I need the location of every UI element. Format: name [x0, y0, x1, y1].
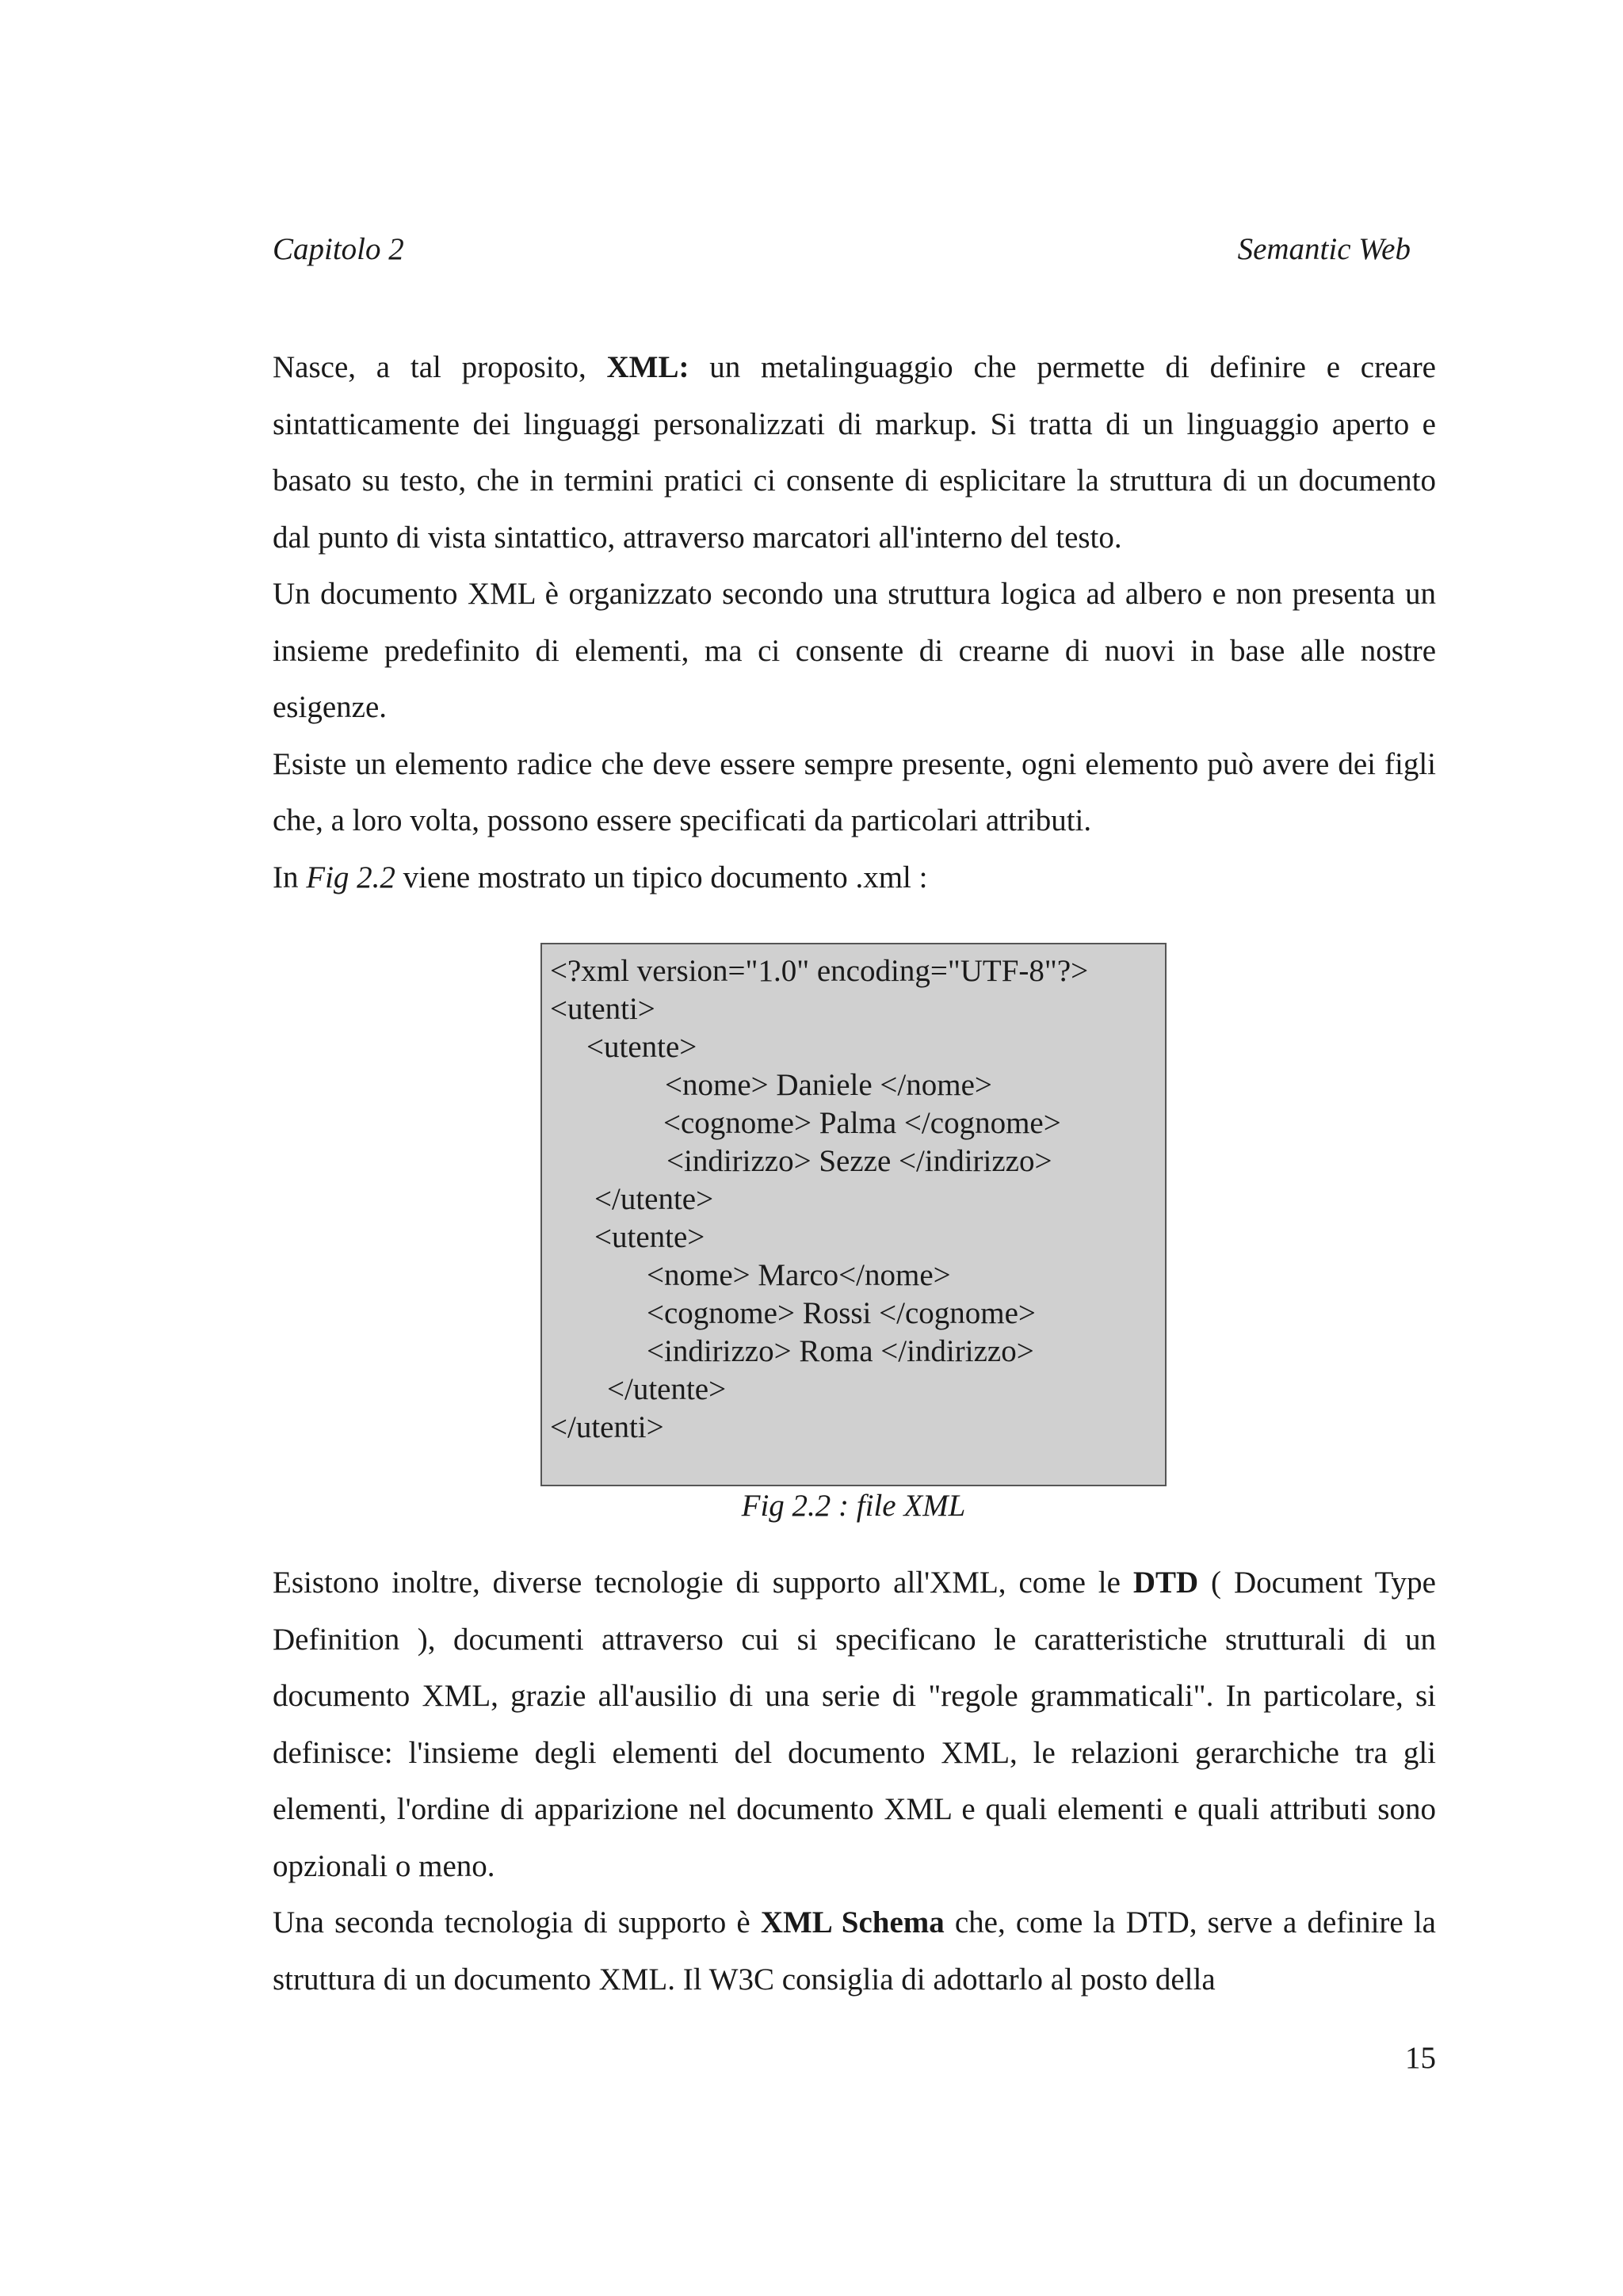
text-run: Una seconda tecnologia di supporto è [273, 1905, 761, 1939]
code-line: <utente> [586, 1030, 697, 1064]
code-line: </utente> [594, 1182, 714, 1216]
paragraph-xml-intro [273, 339, 1436, 566]
text-run: In [273, 860, 307, 894]
body-text-bottom [273, 1554, 1436, 2008]
code-line: </utente> [607, 1372, 727, 1406]
code-line: <utenti> [550, 992, 655, 1026]
figure-caption: Fig 2.2 : file XML [741, 1489, 966, 1523]
code-line: <indirizzo> Roma </indirizzo> [647, 1334, 1034, 1368]
bold-term-xml-schema: XML Schema [760, 1905, 945, 1939]
running-header [273, 231, 1411, 271]
paragraph-figure-reference [273, 849, 1436, 906]
bold-term-xml: XML: [606, 350, 689, 384]
xml-code-figure [540, 943, 1167, 1486]
code-line: <?xml version="1.0" encoding="UTF-8"?> [550, 954, 1089, 988]
figure-reference: Fig 2.2 [306, 860, 395, 894]
paragraph-root-element: Esiste un elemento radice che deve essere sempre presente, ogni elemento può avere dei figli che, a loro volta, possono essere specificati da particolari attributi. [273, 746, 1436, 837]
code-line: <cognome> Palma </cognome> [663, 1106, 1061, 1140]
body-text-top [273, 339, 1436, 906]
code-line: <cognome> Rossi </cognome> [647, 1296, 1036, 1330]
text-run: che, come la DTD, serve a definire la struttura di un documento XML. Il W3C consiglia di adottarlo al posto della [273, 1905, 1436, 1997]
paragraph-xml-structure: Un documento XML è organizzato secondo una struttura logica ad albero e non presenta un insieme predefinito di elementi, ma ci consente di crearne di nuovi in base alle nostre esigenze. [273, 577, 1436, 724]
page-number: 15 [1405, 2041, 1436, 2075]
bold-term-dtd: DTD [1132, 1566, 1199, 1600]
text-run: Nasce, a tal proposito, [273, 350, 607, 384]
text-run: ( Document Type Definition ), documenti attraverso cui si specificano le caratteristiche strutturali di un documento XML, grazie all'ausilio di una serie di "regole grammaticali". In particolare, si definisce: l'insieme degli elementi del documento XML, le relazioni gerarchiche tra gli elementi, l'ordine di apparizione nel documento XML e quali elementi e quali attributi sono opzionali o meno. [273, 1566, 1436, 1883]
section-label: Semantic Web [1237, 232, 1411, 266]
paragraph-xml-schema [273, 1894, 1436, 2008]
code-line: <utente> [594, 1220, 705, 1254]
chapter-label: Capitolo 2 [273, 232, 404, 266]
text-run: Esistono inoltre, diverse tecnologie di supporto all'XML, come le [273, 1566, 1133, 1600]
paragraph-dtd [273, 1554, 1436, 1894]
text-run: viene mostrato un tipico documento .xml : [395, 860, 928, 894]
code-line: <nome> Daniele </nome> [665, 1068, 992, 1102]
code-line: <indirizzo> Sezze </indirizzo> [666, 1144, 1052, 1178]
text-run: un metalinguaggio che permette di definire e creare sintatticamente dei linguaggi personalizzati di markup. Si tratta di un linguaggio aperto e basato su testo, che in termini pratici ci consente di esplicitare la struttura di un documento dal punto di vista sintattico, attraverso marcatori all'interno del testo. [273, 350, 1436, 555]
code-line: </utenti> [550, 1410, 664, 1444]
code-line: <nome> Marco</nome> [647, 1258, 951, 1292]
